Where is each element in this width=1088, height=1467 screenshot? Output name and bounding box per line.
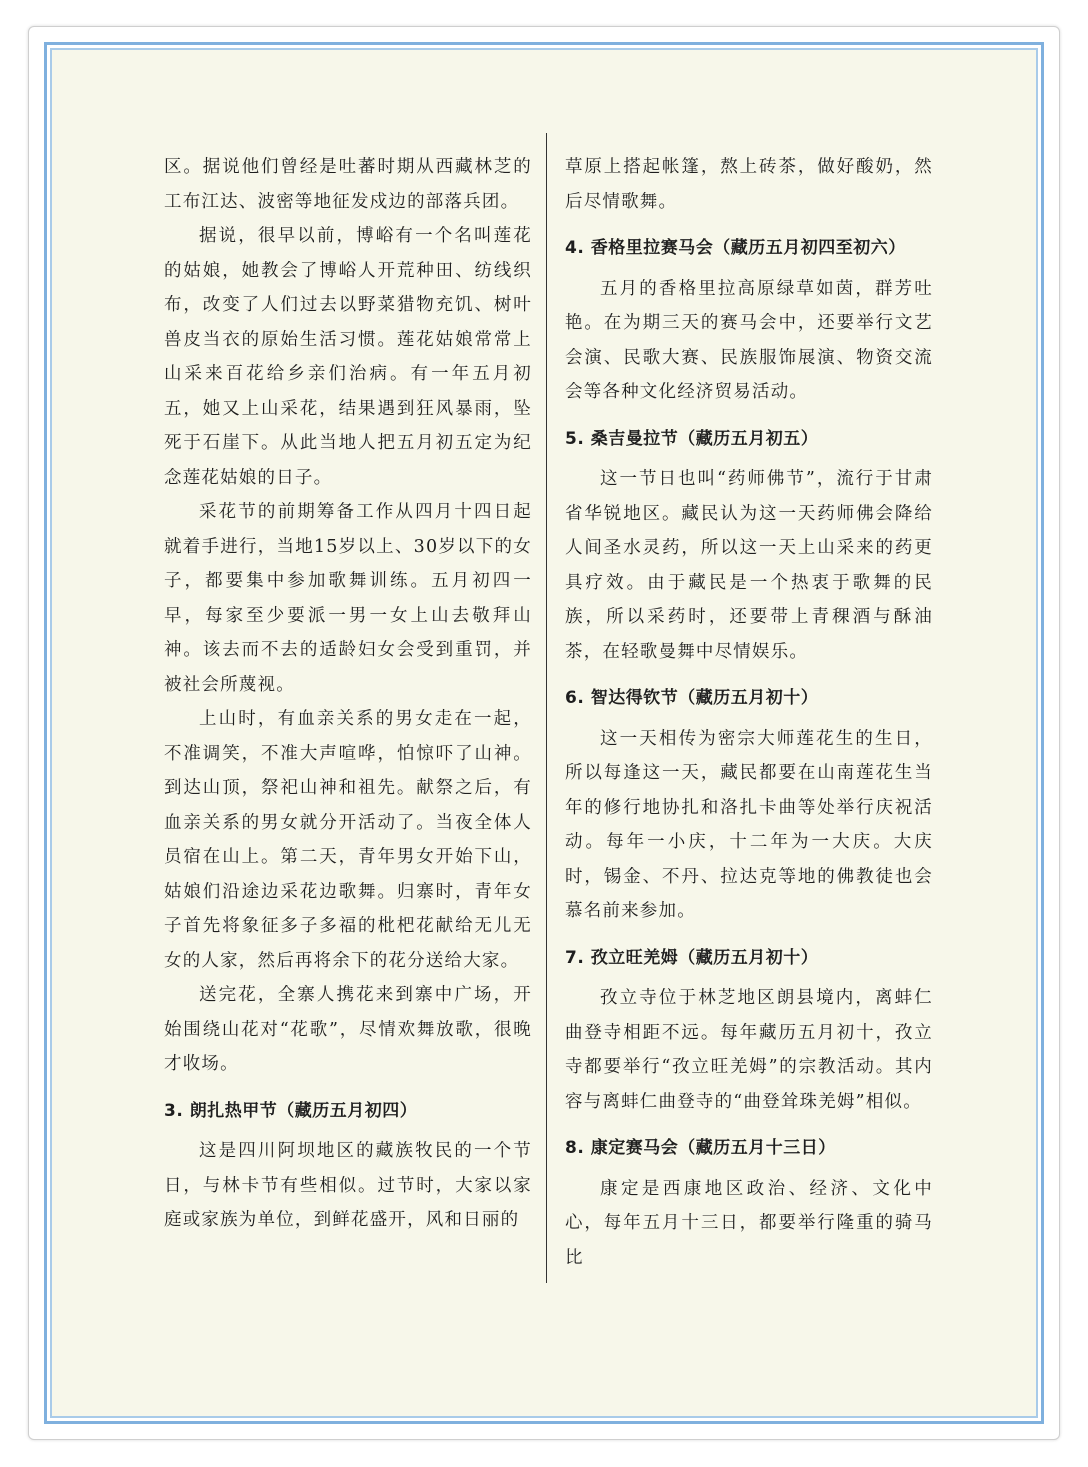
section-heading: 6. 智达得钦节（藏历五月初十） xyxy=(565,688,819,708)
paragraph: 送完花，全寨人携花来到寨中广场，开始围绕山花对“花歌”，尽情欢舞放歌，很晚才收场。 xyxy=(164,985,532,1074)
paragraph: 采花节的前期筹备工作从四月十四日起就着手进行，当地15岁以上、30岁以下的女子，都要集中参加歌舞训练。五月初四一早，每家至少要派一男一女上山去敬拜山神。该去而不去的适龄妇女会受到重罚，并被社会所蔑视。 xyxy=(164,502,532,695)
paragraph: 孜立寺位于林芝地区朗县境内，离蚌仁曲登寺相距不远。每年藏历五月初十，孜立寺都要举行“孜立旺羌姆”的宗教活动。其内容与离蚌仁曲登寺的“曲登耸珠羌姆”相似。 xyxy=(565,988,933,1112)
paragraph: 康定是西康地区政治、经济、文化中心，每年五月十三日，都要举行隆重的骑马比 xyxy=(565,1178,933,1268)
column-divider xyxy=(546,133,547,1283)
paragraph: 这一节日也叫“药师佛节”，流行于甘肃省华锐地区。藏民认为这一天药师佛会降给人间圣水灵药，所以这一天上山采来的药更具疗效。由于藏民是一个热衷于歌舞的民族，所以采药时，还要带上青稞酒与酥油茶，在轻歌曼舞中尽情娱乐。 xyxy=(565,469,933,662)
paragraph: 五月的香格里拉高原绿草如茵，群芳吐艳。在为期三天的赛马会中，还要举行文艺会演、民歌大赛、民族服饰展演、物资交流会等各种文化经济贸易活动。 xyxy=(565,278,933,402)
section-heading: 4. 香格里拉赛马会（藏历五月初四至初六） xyxy=(565,238,906,258)
right-column xyxy=(565,150,933,1275)
paragraph: 区。据说他们曾经是吐蕃时期从西藏林芝的工布江达、波密等地征发戍边的部落兵团。 xyxy=(164,157,532,212)
paragraph: 这一天相传为密宗大师莲花生的生日，所以每逢这一天，藏民都要在山南莲花生当年的修行地协扎和洛扎卡曲等处举行庆祝活动。每年一小庆，十二年为一大庆。大庆时，锡金、不丹、拉达克等地的佛教徒也会慕名前来参加。 xyxy=(565,728,933,921)
section-heading: 8. 康定赛马会（藏历五月十三日） xyxy=(565,1138,836,1158)
section-heading: 5. 桑吉曼拉节（藏历五月初五） xyxy=(565,428,819,449)
paragraph: 这是四川阿坝地区的藏族牧民的一个节日，与林卡节有些相似。过节时，大家以家庭或家族为单位，到鲜花盛开，风和日丽的 xyxy=(164,1141,532,1230)
paragraph: 上山时，有血亲关系的男女走在一起，不准调笑，不准大声喧哗，怕惊吓了山神。到达山顶，祭祀山神和祖先。献祭之后，有血亲关系的男女就分开活动了。当夜全体人员宿在山上。第二天，青年男女开始下山，姑娘们沿途边采花边歌舞。归寨时，青年女子首先将象征多子多福的枇杷花献给无儿无女的人家，然后再将余下的花分送给大家。 xyxy=(164,709,532,971)
section-heading: 3. 朗扎热甲节（藏历五月初四） xyxy=(164,1100,418,1121)
paragraph: 据说，很早以前，博峪有一个名叫莲花的姑娘，她教会了博峪人开荒种田、纺线织布，改变了人们过去以野菜猎物充饥、树叶兽皮当衣的原始生活习惯。莲花姑娘常常上山采来百花给乡亲们治病。有一年五月初五，她又上山采花，结果遇到狂风暴雨，坠死于石崖下。从此当地人把五月初五定为纪念莲花姑娘的日子。 xyxy=(164,226,532,488)
paragraph: 草原上搭起帐篷，熬上砖茶，做好酸奶，然后尽情歌舞。 xyxy=(565,157,933,212)
section-heading: 7. 孜立旺羌姆（藏历五月初十） xyxy=(565,947,819,968)
left-column xyxy=(164,150,532,1238)
